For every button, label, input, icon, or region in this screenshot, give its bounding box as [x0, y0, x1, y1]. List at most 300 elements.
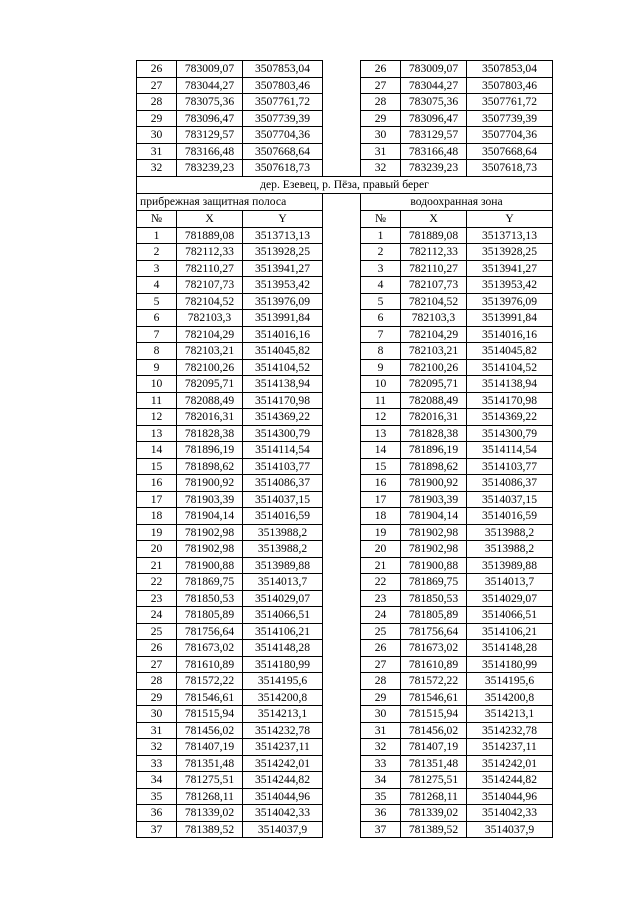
left-y-coordinate-cell: 3514045,82 [243, 343, 323, 360]
left-y-coordinate-cell: 3514016,59 [243, 508, 323, 525]
left-y-coordinate-cell: 3514013,7 [243, 574, 323, 591]
right-point-number-cell: 22 [361, 574, 401, 591]
right-y-coordinate-cell: 3513976,09 [467, 293, 553, 310]
column-gap [323, 821, 361, 838]
right-x-coordinate-cell: 781389,52 [401, 821, 467, 838]
left-point-number-cell: 7 [137, 326, 177, 343]
column-gap [323, 772, 361, 789]
left-y-coordinate-cell: 3513953,42 [243, 277, 323, 294]
right-x-coordinate-cell: 781896,19 [401, 442, 467, 459]
left-y-coordinate-cell: 3513989,88 [243, 557, 323, 574]
left-y-coordinate-cell: 3514242,01 [243, 755, 323, 772]
table-row [137, 458, 553, 475]
right-point-number-cell: 33 [361, 755, 401, 772]
left-point-number-cell: 9 [137, 359, 177, 376]
table-row [137, 359, 553, 376]
left-y-coordinate-cell: 3514044,96 [243, 788, 323, 805]
left-y-coordinate-cell: 3514213,1 [243, 706, 323, 723]
column-gap [323, 260, 361, 277]
right-x-coordinate-cell: 782112,33 [401, 244, 467, 261]
right-x-coordinate-cell: 781828,38 [401, 425, 467, 442]
left-y-header: Y [243, 210, 323, 227]
top-rows-section [137, 61, 553, 177]
left-point-number-cell: 33 [137, 755, 177, 772]
left-x-coordinate-cell: 781902,98 [177, 541, 243, 558]
column-gap [323, 61, 361, 78]
right-point-number-cell: 8 [361, 343, 401, 360]
right-point-number-cell: 30 [361, 127, 401, 144]
right-point-number-cell: 35 [361, 788, 401, 805]
left-y-coordinate-cell: 3514138,94 [243, 376, 323, 393]
left-point-number-cell: 28 [137, 94, 177, 111]
right-y-coordinate-cell: 3514195,6 [467, 673, 553, 690]
left-y-coordinate-cell: 3514232,78 [243, 722, 323, 739]
right-x-coordinate-cell: 782016,31 [401, 409, 467, 426]
right-x-coordinate-cell: 781889,08 [401, 227, 467, 244]
left-x-coordinate-cell: 781756,64 [177, 623, 243, 640]
column-gap [323, 277, 361, 294]
left-x-coordinate-cell: 781903,39 [177, 491, 243, 508]
right-point-number-cell: 9 [361, 359, 401, 376]
left-x-coordinate-cell: 781546,61 [177, 689, 243, 706]
left-point-number-cell: 35 [137, 788, 177, 805]
right-x-coordinate-cell: 781900,88 [401, 557, 467, 574]
right-point-number-cell: 28 [361, 94, 401, 111]
table-row [137, 376, 553, 393]
right-x-coordinate-cell: 783044,27 [401, 77, 467, 94]
table-row [137, 475, 553, 492]
right-point-number-cell: 12 [361, 409, 401, 426]
table-row [137, 706, 553, 723]
left-point-number-cell: 26 [137, 640, 177, 657]
right-point-number-cell: 32 [361, 739, 401, 756]
right-x-coordinate-cell: 783166,48 [401, 143, 467, 160]
right-point-number-cell: 21 [361, 557, 401, 574]
left-point-number-cell: 4 [137, 277, 177, 294]
table-row [137, 293, 553, 310]
left-x-coordinate-cell: 781572,22 [177, 673, 243, 690]
right-y-coordinate-cell: 3507761,72 [467, 94, 553, 111]
right-x-coordinate-cell: 781275,51 [401, 772, 467, 789]
left-x-coordinate-cell: 782103,3 [177, 310, 243, 327]
table-row [137, 94, 553, 111]
left-x-coordinate-cell: 781673,02 [177, 640, 243, 657]
table-row [137, 821, 553, 838]
left-x-coordinate-cell: 781889,08 [177, 227, 243, 244]
right-y-coordinate-cell: 3514086,37 [467, 475, 553, 492]
left-point-number-cell: 24 [137, 607, 177, 624]
left-y-coordinate-cell: 3514237,11 [243, 739, 323, 756]
right-y-coordinate-cell: 3514242,01 [467, 755, 553, 772]
right-y-coordinate-cell: 3507739,39 [467, 110, 553, 127]
column-gap [323, 805, 361, 822]
table-row [137, 722, 553, 739]
right-y-coordinate-cell: 3514114,54 [467, 442, 553, 459]
column-gap [323, 392, 361, 409]
right-y-coordinate-cell: 3514104,52 [467, 359, 553, 376]
right-y-coordinate-cell: 3514037,9 [467, 821, 553, 838]
right-y-coordinate-cell: 3507668,64 [467, 143, 553, 160]
right-y-coordinate-cell: 3513988,2 [467, 524, 553, 541]
left-x-coordinate-cell: 782100,26 [177, 359, 243, 376]
left-x-coordinate-cell: 781515,94 [177, 706, 243, 723]
left-point-number-cell: 17 [137, 491, 177, 508]
left-x-coordinate-cell: 781900,88 [177, 557, 243, 574]
left-x-coordinate-cell: 781904,14 [177, 508, 243, 525]
right-point-number-cell: 25 [361, 623, 401, 640]
right-point-number-cell: 24 [361, 607, 401, 624]
right-y-coordinate-cell: 3513941,27 [467, 260, 553, 277]
left-y-coordinate-cell: 3514104,52 [243, 359, 323, 376]
right-point-number-cell: 18 [361, 508, 401, 525]
left-point-number-cell: 32 [137, 160, 177, 177]
section-header [137, 176, 553, 227]
left-point-number-cell: 27 [137, 656, 177, 673]
right-point-number-cell: 7 [361, 326, 401, 343]
right-x-coordinate-cell: 781673,02 [401, 640, 467, 657]
right-y-coordinate-cell: 3513953,42 [467, 277, 553, 294]
left-x-coordinate-cell: 781902,98 [177, 524, 243, 541]
left-y-coordinate-cell: 3514114,54 [243, 442, 323, 459]
table-row [137, 392, 553, 409]
table-row [137, 442, 553, 459]
right-x-coordinate-cell: 782103,21 [401, 343, 467, 360]
left-x-coordinate-cell: 782112,33 [177, 244, 243, 261]
right-point-number-cell: 37 [361, 821, 401, 838]
right-y-coordinate-cell: 3514103,77 [467, 458, 553, 475]
left-y-coordinate-cell: 3507668,64 [243, 143, 323, 160]
left-point-number-cell: 31 [137, 143, 177, 160]
left-point-number-cell: 34 [137, 772, 177, 789]
left-x-coordinate-cell: 781896,19 [177, 442, 243, 459]
right-point-number-cell: 31 [361, 722, 401, 739]
column-gap [323, 425, 361, 442]
column-gap [323, 755, 361, 772]
column-gap [323, 722, 361, 739]
right-y-coordinate-cell: 3507803,46 [467, 77, 553, 94]
right-point-number-cell: 29 [361, 110, 401, 127]
left-y-coordinate-cell: 3514170,98 [243, 392, 323, 409]
right-x-coordinate-cell: 782088,49 [401, 392, 467, 409]
table-row [137, 689, 553, 706]
right-y-coordinate-cell: 3507853,04 [467, 61, 553, 78]
left-y-coordinate-cell: 3507704,36 [243, 127, 323, 144]
left-x-coordinate-cell: 783044,27 [177, 77, 243, 94]
right-y-coordinate-cell: 3507704,36 [467, 127, 553, 144]
right-point-number-cell: 34 [361, 772, 401, 789]
right-y-coordinate-cell: 3514148,28 [467, 640, 553, 657]
left-point-number-cell: 19 [137, 524, 177, 541]
right-y-coordinate-cell: 3514106,21 [467, 623, 553, 640]
left-y-coordinate-cell: 3514200,8 [243, 689, 323, 706]
left-x-coordinate-cell: 781898,62 [177, 458, 243, 475]
right-point-number-cell: 27 [361, 656, 401, 673]
table-row [137, 541, 553, 558]
right-x-coordinate-cell: 782103,3 [401, 310, 467, 327]
left-point-number-cell: 5 [137, 293, 177, 310]
right-x-coordinate-cell: 782104,52 [401, 293, 467, 310]
column-gap [323, 607, 361, 624]
left-point-number-cell: 21 [137, 557, 177, 574]
left-point-number-cell: 12 [137, 409, 177, 426]
left-x-coordinate-cell: 781275,51 [177, 772, 243, 789]
left-x-coordinate-cell: 782095,71 [177, 376, 243, 393]
left-y-coordinate-cell: 3514106,21 [243, 623, 323, 640]
table-row [137, 673, 553, 690]
left-x-coordinate-cell: 781828,38 [177, 425, 243, 442]
right-point-number-cell: 1 [361, 227, 401, 244]
right-x-coordinate-cell: 783009,07 [401, 61, 467, 78]
right-x-coordinate-cell: 781902,98 [401, 541, 467, 558]
right-point-number-cell: 16 [361, 475, 401, 492]
right-x-coordinate-cell: 781339,02 [401, 805, 467, 822]
left-x-coordinate-cell: 782088,49 [177, 392, 243, 409]
column-gap [323, 788, 361, 805]
right-x-coordinate-cell: 783239,23 [401, 160, 467, 177]
left-point-number-cell: 28 [137, 673, 177, 690]
left-y-coordinate-cell: 3513928,25 [243, 244, 323, 261]
right-y-coordinate-cell: 3514232,78 [467, 722, 553, 739]
right-x-coordinate-cell: 781351,48 [401, 755, 467, 772]
left-y-coordinate-cell: 3507761,72 [243, 94, 323, 111]
left-point-number-cell: 27 [137, 77, 177, 94]
left-y-coordinate-cell: 3514195,6 [243, 673, 323, 690]
right-x-coordinate-cell: 783096,47 [401, 110, 467, 127]
left-x-coordinate-cell: 783129,57 [177, 127, 243, 144]
right-x-coordinate-cell: 781869,75 [401, 574, 467, 591]
table-row [137, 508, 553, 525]
table-row [137, 409, 553, 426]
column-gap [323, 293, 361, 310]
left-point-number-cell: 30 [137, 127, 177, 144]
left-y-coordinate-cell: 3514016,16 [243, 326, 323, 343]
left-y-coordinate-cell: 3514066,51 [243, 607, 323, 624]
right-point-number-cell: 15 [361, 458, 401, 475]
left-y-coordinate-cell: 3514244,82 [243, 772, 323, 789]
right-y-coordinate-cell: 3513991,84 [467, 310, 553, 327]
right-y-coordinate-cell: 3507618,73 [467, 160, 553, 177]
left-point-number-cell: 13 [137, 425, 177, 442]
right-x-coordinate-cell: 781898,62 [401, 458, 467, 475]
left-point-number-cell: 1 [137, 227, 177, 244]
column-gap [323, 541, 361, 558]
left-point-number-cell: 22 [137, 574, 177, 591]
left-zone-title: прибрежная защитная полоса [137, 193, 323, 210]
table-row [137, 143, 553, 160]
left-y-coordinate-cell: 3507618,73 [243, 160, 323, 177]
right-y-coordinate-cell: 3513713,13 [467, 227, 553, 244]
right-point-number-cell: 13 [361, 425, 401, 442]
right-x-coordinate-cell: 783075,36 [401, 94, 467, 111]
right-x-coordinate-cell: 781900,92 [401, 475, 467, 492]
left-x-coordinate-cell: 782104,29 [177, 326, 243, 343]
right-point-number-cell: 20 [361, 541, 401, 558]
column-gap [323, 673, 361, 690]
left-x-coordinate-cell: 783009,07 [177, 61, 243, 78]
left-x-coordinate-cell: 783166,48 [177, 143, 243, 160]
table-row [137, 425, 553, 442]
table-row [137, 788, 553, 805]
left-point-number-cell: 29 [137, 689, 177, 706]
column-gap [323, 409, 361, 426]
right-point-number-cell: 19 [361, 524, 401, 541]
right-x-coordinate-cell: 781903,39 [401, 491, 467, 508]
table-row [137, 61, 553, 78]
table-row [137, 574, 553, 591]
right-y-coordinate-cell: 3514369,22 [467, 409, 553, 426]
table-row [137, 310, 553, 327]
table-row [137, 244, 553, 261]
right-point-number-cell: 31 [361, 143, 401, 160]
table-row [137, 805, 553, 822]
left-x-coordinate-cell: 783239,23 [177, 160, 243, 177]
left-point-number-cell: 25 [137, 623, 177, 640]
right-x-header: X [401, 210, 467, 227]
right-y-coordinate-cell: 3514013,7 [467, 574, 553, 591]
left-point-number-cell: 26 [137, 61, 177, 78]
right-point-number-cell: 2 [361, 244, 401, 261]
right-point-number-cell: 26 [361, 640, 401, 657]
table-row [137, 656, 553, 673]
left-y-coordinate-cell: 3514369,22 [243, 409, 323, 426]
right-point-number-cell: 14 [361, 442, 401, 459]
right-point-number-cell: 30 [361, 706, 401, 723]
left-y-coordinate-cell: 3507853,04 [243, 61, 323, 78]
column-gap [323, 557, 361, 574]
left-point-number-cell: 30 [137, 706, 177, 723]
column-gap [323, 143, 361, 160]
left-x-coordinate-cell: 781900,92 [177, 475, 243, 492]
left-y-coordinate-cell: 3513988,2 [243, 524, 323, 541]
left-point-number-cell: 15 [137, 458, 177, 475]
column-gap [323, 77, 361, 94]
left-y-coordinate-cell: 3514148,28 [243, 640, 323, 657]
right-x-coordinate-cell: 781904,14 [401, 508, 467, 525]
right-point-number-cell: 29 [361, 689, 401, 706]
left-x-coordinate-cell: 781339,02 [177, 805, 243, 822]
column-gap [323, 656, 361, 673]
right-y-coordinate-cell: 3514066,51 [467, 607, 553, 624]
right-y-coordinate-cell: 3514138,94 [467, 376, 553, 393]
coordinates-table [136, 60, 553, 838]
left-y-coordinate-cell: 3514086,37 [243, 475, 323, 492]
column-gap [323, 574, 361, 591]
right-point-number-cell: 17 [361, 491, 401, 508]
right-y-coordinate-cell: 3513928,25 [467, 244, 553, 261]
table-row [137, 557, 553, 574]
right-x-coordinate-cell: 781610,89 [401, 656, 467, 673]
left-y-coordinate-cell: 3507803,46 [243, 77, 323, 94]
column-gap [323, 739, 361, 756]
left-x-coordinate-cell: 781351,48 [177, 755, 243, 772]
left-x-coordinate-cell: 781869,75 [177, 574, 243, 591]
right-point-number-cell: 4 [361, 277, 401, 294]
left-x-coordinate-cell: 782107,73 [177, 277, 243, 294]
right-y-header: Y [467, 210, 553, 227]
column-gap [323, 508, 361, 525]
table-row [137, 326, 553, 343]
right-point-number-cell: 23 [361, 590, 401, 607]
column-gap [323, 227, 361, 244]
right-x-coordinate-cell: 781456,02 [401, 722, 467, 739]
left-point-number-cell: 29 [137, 110, 177, 127]
table-row [137, 160, 553, 177]
left-y-coordinate-cell: 3514042,33 [243, 805, 323, 822]
table-row [137, 77, 553, 94]
right-x-coordinate-cell: 781407,19 [401, 739, 467, 756]
left-point-number-cell: 37 [137, 821, 177, 838]
right-point-number-cell: 6 [361, 310, 401, 327]
column-gap [323, 689, 361, 706]
table-row [137, 343, 553, 360]
left-point-number-cell: 32 [137, 739, 177, 756]
main-rows-section [137, 227, 553, 838]
table-row [137, 755, 553, 772]
right-x-coordinate-cell: 781268,11 [401, 788, 467, 805]
right-x-coordinate-cell: 782095,71 [401, 376, 467, 393]
left-x-coordinate-cell: 783075,36 [177, 94, 243, 111]
right-zone-title: водоохранная зона [361, 193, 553, 210]
right-y-coordinate-cell: 3514180,99 [467, 656, 553, 673]
column-gap [323, 359, 361, 376]
right-x-coordinate-cell: 782107,73 [401, 277, 467, 294]
right-y-coordinate-cell: 3514244,82 [467, 772, 553, 789]
column-gap [323, 326, 361, 343]
right-y-coordinate-cell: 3514016,59 [467, 508, 553, 525]
left-x-coordinate-cell: 782103,21 [177, 343, 243, 360]
left-point-number-cell: 3 [137, 260, 177, 277]
right-point-number-cell: 3 [361, 260, 401, 277]
table-row [137, 110, 553, 127]
right-point-number-cell: 27 [361, 77, 401, 94]
right-y-coordinate-cell: 3514170,98 [467, 392, 553, 409]
left-x-coordinate-cell: 781389,52 [177, 821, 243, 838]
column-gap [323, 524, 361, 541]
table-row [137, 491, 553, 508]
left-x-coordinate-cell: 782016,31 [177, 409, 243, 426]
left-point-number-cell: 23 [137, 590, 177, 607]
left-point-number-cell: 14 [137, 442, 177, 459]
column-gap [323, 110, 361, 127]
left-y-coordinate-cell: 3514037,9 [243, 821, 323, 838]
column-gap [323, 376, 361, 393]
left-point-number-cell: 31 [137, 722, 177, 739]
left-point-number-cell: 20 [137, 541, 177, 558]
left-y-coordinate-cell: 3513941,27 [243, 260, 323, 277]
right-x-coordinate-cell: 782104,29 [401, 326, 467, 343]
table-row [137, 260, 553, 277]
left-y-coordinate-cell: 3513713,13 [243, 227, 323, 244]
left-point-number-cell: 36 [137, 805, 177, 822]
left-number-header: № [137, 210, 177, 227]
right-point-number-cell: 28 [361, 673, 401, 690]
right-y-coordinate-cell: 3514044,96 [467, 788, 553, 805]
left-x-coordinate-cell: 781610,89 [177, 656, 243, 673]
left-y-coordinate-cell: 3513988,2 [243, 541, 323, 558]
column-gap [323, 623, 361, 640]
column-gap [323, 127, 361, 144]
table-row [137, 607, 553, 624]
right-point-number-cell: 10 [361, 376, 401, 393]
right-point-number-cell: 32 [361, 160, 401, 177]
left-y-coordinate-cell: 3507739,39 [243, 110, 323, 127]
left-y-coordinate-cell: 3514029,07 [243, 590, 323, 607]
left-x-header: X [177, 210, 243, 227]
right-x-coordinate-cell: 781805,89 [401, 607, 467, 624]
left-x-coordinate-cell: 782110,27 [177, 260, 243, 277]
right-x-coordinate-cell: 781546,61 [401, 689, 467, 706]
right-y-coordinate-cell: 3514042,33 [467, 805, 553, 822]
